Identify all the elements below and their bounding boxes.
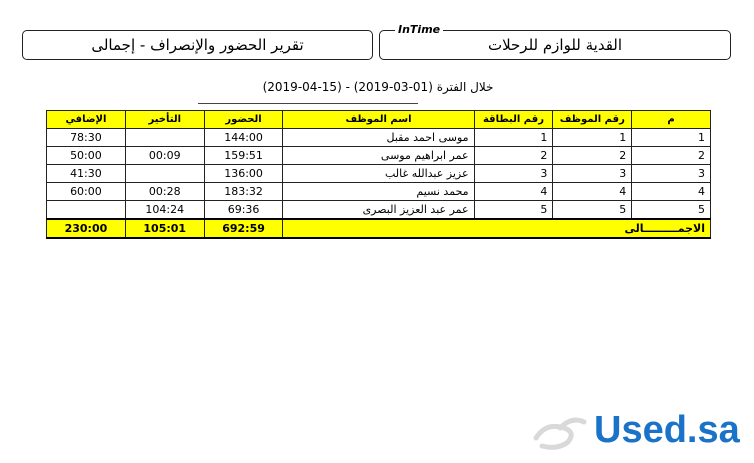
total-row [47, 219, 711, 238]
table-row [47, 201, 711, 220]
cell-card-no: 2 [474, 147, 553, 165]
cell-card-no: 5 [474, 201, 553, 220]
cell-employee-no: 5 [553, 201, 632, 220]
report-title-box [22, 30, 373, 60]
column-header-employee-name: اسم الموظف [283, 111, 474, 129]
cell-late: 00:28 [125, 183, 204, 201]
cell-index: 2 [632, 147, 711, 165]
cell-overtime: 78:30 [47, 129, 126, 147]
cell-late: 104:24 [125, 201, 204, 220]
company-name: القدية للوازم للرحلات [487, 36, 623, 54]
cell-index: 5 [632, 201, 711, 220]
cell-attendance: 136:00 [204, 165, 283, 183]
cell-overtime: 50:00 [47, 147, 126, 165]
period-divider [198, 103, 418, 104]
cell-employee-no: 3 [553, 165, 632, 183]
table-row [47, 147, 711, 165]
cell-overtime [47, 201, 126, 220]
cell-index: 1 [632, 129, 711, 147]
cell-employee-no: 2 [553, 147, 632, 165]
cell-attendance: 69:36 [204, 201, 283, 220]
table-row [47, 165, 711, 183]
table-row [47, 129, 711, 147]
column-header-overtime: الإضافي [47, 111, 126, 129]
cell-attendance: 159:51 [204, 147, 283, 165]
total-overtime: 230:00 [47, 219, 126, 238]
cell-card-no: 3 [474, 165, 553, 183]
cell-attendance: 144:00 [204, 129, 283, 147]
cell-employee-name: موسى احمد مقبل [283, 129, 474, 147]
cell-employee-name: عمر ابراهيم موسى [283, 147, 474, 165]
total-late: 105:01 [125, 219, 204, 238]
cell-employee-no: 4 [553, 183, 632, 201]
cell-attendance: 183:32 [204, 183, 283, 201]
used-sa-watermark-logo [528, 398, 748, 454]
column-header-card-no: رقم البطاقة [474, 111, 553, 129]
cell-index: 4 [632, 183, 711, 201]
table-row [47, 183, 711, 201]
cell-employee-name: محمد نسيم [283, 183, 474, 201]
cell-overtime: 41:30 [47, 165, 126, 183]
column-header-attendance: الحضور [204, 111, 283, 129]
cell-card-no: 4 [474, 183, 553, 201]
total-label: الاجمـــــــــالى [283, 219, 711, 238]
cell-index: 3 [632, 165, 711, 183]
total-attendance: 692:59 [204, 219, 283, 238]
attendance-table [46, 110, 711, 239]
cell-card-no: 1 [474, 129, 553, 147]
cell-employee-name: عمر عبد العزيز البصرى [283, 201, 474, 220]
column-header-late: التأخير [125, 111, 204, 129]
table-header-row [47, 111, 711, 129]
report-title: تقرير الحضور والإنصراف - إجمالى [91, 36, 304, 54]
column-header-employee-no: رقم الموظف [553, 111, 632, 129]
cell-overtime: 60:00 [47, 183, 126, 201]
cell-late [125, 129, 204, 147]
cell-late [125, 165, 204, 183]
watermark-text: Used.sa [594, 409, 740, 451]
cell-employee-name: عزيز عبدالله غالب [283, 165, 474, 183]
brand-label: InTime [395, 23, 443, 36]
cell-late: 00:09 [125, 147, 204, 165]
column-header-index: م [632, 111, 711, 129]
report-period: خلال الفترة (01-03-2019) - (15-04-2019) [262, 80, 494, 94]
cell-employee-no: 1 [553, 129, 632, 147]
